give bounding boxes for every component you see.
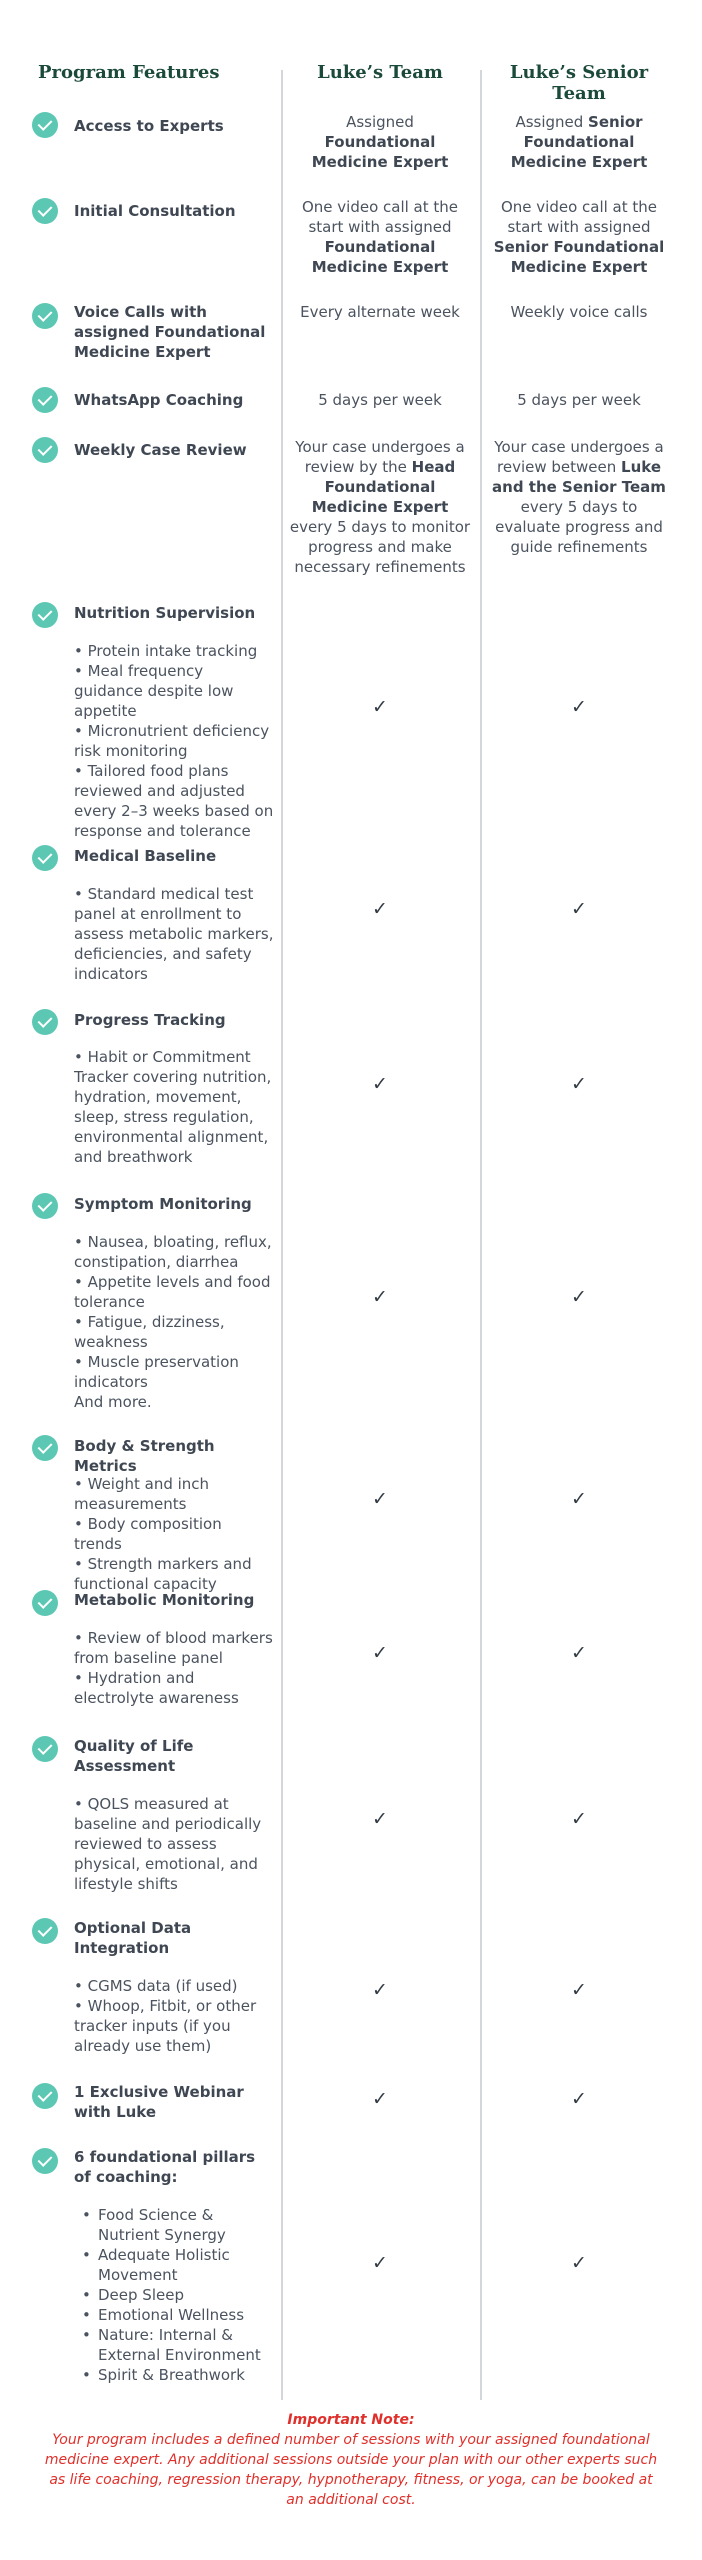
check-circle-icon (32, 2148, 58, 2174)
team-cell: One video call at the start with assigned Foundational Medicine Expert (301, 198, 459, 276)
check-circle-icon (32, 1009, 58, 1035)
team-check-icon: ✓ (372, 1979, 388, 2001)
feature-pillars-list (74, 2205, 274, 2385)
feature-description (74, 1474, 274, 1594)
feature-title: Progress Tracking (74, 1011, 226, 1029)
check-circle-icon (32, 2083, 58, 2109)
feature-description (74, 1047, 274, 1167)
feature-description (74, 1628, 274, 1708)
team-check-icon: ✓ (372, 2252, 388, 2274)
feature-description (74, 1794, 274, 1894)
senior-team-check-icon: ✓ (571, 2252, 587, 2274)
feature-title: Medical Baseline (74, 847, 217, 865)
feature-description-line: • Micronutrient deficiency risk monitoring (74, 722, 270, 760)
feature-description-line: • Habit or Commitment Tracker covering nutrition, hydration, movement, sleep, stress regulation, environmental alignment, and breathwork (74, 1048, 272, 1166)
pillar-list-item: • Emotional Wellness (98, 2305, 274, 2325)
feature-description-line: • Review of blood markers from baseline panel (74, 1629, 273, 1667)
check-circle-icon (32, 845, 58, 871)
pillar-list-item: • Deep Sleep (98, 2285, 274, 2305)
feature-description-line: • Whoop, Fitbit, or other tracker inputs (if you already use them) (74, 1997, 257, 2055)
team-check-icon: ✓ (372, 1642, 388, 1664)
senior-team-cell: One video call at the start with assigned Senior Foundational Medicine Expert (493, 198, 665, 276)
feature-title: Nutrition Supervision (74, 604, 256, 622)
feature-title: Metabolic Monitoring (74, 1591, 255, 1609)
team-cell: Every alternate week (300, 303, 460, 321)
feature-title: Quality of Life Assessment (74, 1737, 194, 1775)
team-cell: Your case undergoes a review by the Head Foundational Medicine Expert every 5 days to monitor progress and make necessary refinements (289, 438, 471, 576)
check-circle-icon (32, 1193, 58, 1219)
feature-description (74, 641, 274, 841)
team-check-icon: ✓ (372, 696, 388, 718)
feature-description-line: And more. (74, 1393, 152, 1411)
senior-team-check-icon: ✓ (571, 898, 587, 920)
team-check-icon: ✓ (372, 1488, 388, 1510)
important-note (40, 2410, 662, 2510)
check-circle-icon (32, 602, 58, 628)
senior-team-check-icon: ✓ (571, 1488, 587, 1510)
feature-description (74, 884, 274, 984)
feature-title: Voice Calls with assigned Foundational Medicine Expert (74, 303, 266, 361)
check-circle-icon (32, 1590, 58, 1616)
check-circle-icon (32, 198, 58, 224)
feature-description-line: • Muscle preservation indicators (74, 1353, 239, 1391)
feature-title: Weekly Case Review (74, 441, 247, 459)
header-program-features: Program Features (38, 62, 220, 83)
check-circle-icon (32, 1435, 58, 1461)
feature-title: WhatsApp Coaching (74, 391, 244, 409)
feature-title: 6 foundational pillars of coaching: (74, 2148, 256, 2186)
feature-description (74, 1232, 274, 1412)
pillar-list-item: • Food Science & Nutrient Synergy (98, 2205, 274, 2245)
team-check-icon: ✓ (372, 1808, 388, 1830)
feature-description-line: • Body composition trends (74, 1515, 222, 1553)
check-circle-icon (32, 1736, 58, 1762)
header-lukes-senior-team: Luke’s Senior Team (509, 62, 649, 104)
team-cell: 5 days per week (318, 391, 442, 409)
pillar-list-item: • Adequate Holistic Movement (98, 2245, 274, 2285)
feature-title: 1 Exclusive Webinar with Luke (74, 2083, 244, 2121)
senior-team-check-icon: ✓ (571, 1642, 587, 1664)
team-check-icon: ✓ (372, 1073, 388, 1095)
team-check-icon: ✓ (372, 1286, 388, 1308)
feature-description-line: • Nausea, bloating, reflux, constipation, diarrhea (74, 1233, 272, 1271)
important-note-text: Your program includes a defined number of sessions with your assigned foundational medicine expert. Any additional sessions outside your plan with our other experts such as life coaching, regression therapy, hypnotherapy, fitness, or yoga, can be booked at an additional cost. (44, 2432, 658, 2508)
column-divider-right (480, 70, 482, 2400)
team-check-icon: ✓ (372, 2088, 388, 2110)
senior-team-check-icon: ✓ (571, 1979, 587, 2001)
feature-description (74, 1976, 274, 2056)
feature-description-line: • Hydration and electrolyte awareness (74, 1669, 239, 1707)
feature-description-line: • Appetite levels and food tolerance (74, 1273, 271, 1311)
column-divider-left (281, 70, 283, 2400)
senior-team-check-icon: ✓ (571, 2088, 587, 2110)
feature-title: Symptom Monitoring (74, 1195, 252, 1213)
senior-team-check-icon: ✓ (571, 1808, 587, 1830)
feature-description-line: • Strength markers and functional capacity (74, 1555, 252, 1593)
feature-description-line: • Meal frequency guidance despite low appetite (74, 662, 234, 720)
senior-team-cell: Your case undergoes a review between Luke and the Senior Team every 5 days to evaluate progress and guide refinements (492, 438, 666, 556)
header-lukes-team: Luke’s Team (317, 62, 443, 83)
feature-title: Access to Experts (74, 117, 224, 135)
feature-description-line: • Weight and inch measurements (74, 1475, 210, 1513)
feature-description-line: • Tailored food plans reviewed and adjusted every 2–3 weeks based on response and tolerance (74, 762, 274, 840)
senior-team-cell: Assigned Senior Foundational Medicine Expert (510, 113, 648, 171)
check-circle-icon (32, 437, 58, 463)
senior-team-check-icon: ✓ (571, 1073, 587, 1095)
feature-description-line: • Standard medical test panel at enrollment to assess metabolic markers, deficiencies, and safety indicators (74, 885, 274, 983)
feature-description-line: • Protein intake tracking (74, 642, 258, 660)
feature-description-line: • CGMS data (if used) (74, 1977, 238, 1995)
team-cell: Assigned Foundational Medicine Expert (311, 113, 449, 171)
check-circle-icon (32, 1918, 58, 1944)
feature-description-line: • QOLS measured at baseline and periodically reviewed to assess physical, emotional, and lifestyle shifts (74, 1795, 262, 1893)
senior-team-cell: 5 days per week (517, 391, 641, 409)
important-note-title: Important Note: (287, 2412, 415, 2428)
feature-title: Initial Consultation (74, 202, 236, 220)
feature-title: Optional Data Integration (74, 1919, 192, 1957)
feature-description-line: • Fatigue, dizziness, weakness (74, 1313, 225, 1351)
pillar-list-item: • Nature: Internal & External Environment (98, 2325, 274, 2365)
check-circle-icon (32, 387, 58, 413)
pillar-list-item: • Spirit & Breathwork (98, 2365, 274, 2385)
team-check-icon: ✓ (372, 898, 388, 920)
feature-title: Body & Strength Metrics (74, 1437, 215, 1475)
check-circle-icon (32, 303, 58, 329)
senior-team-check-icon: ✓ (571, 1286, 587, 1308)
senior-team-cell: Weekly voice calls (510, 303, 648, 321)
senior-team-check-icon: ✓ (571, 696, 587, 718)
check-circle-icon (32, 112, 58, 138)
